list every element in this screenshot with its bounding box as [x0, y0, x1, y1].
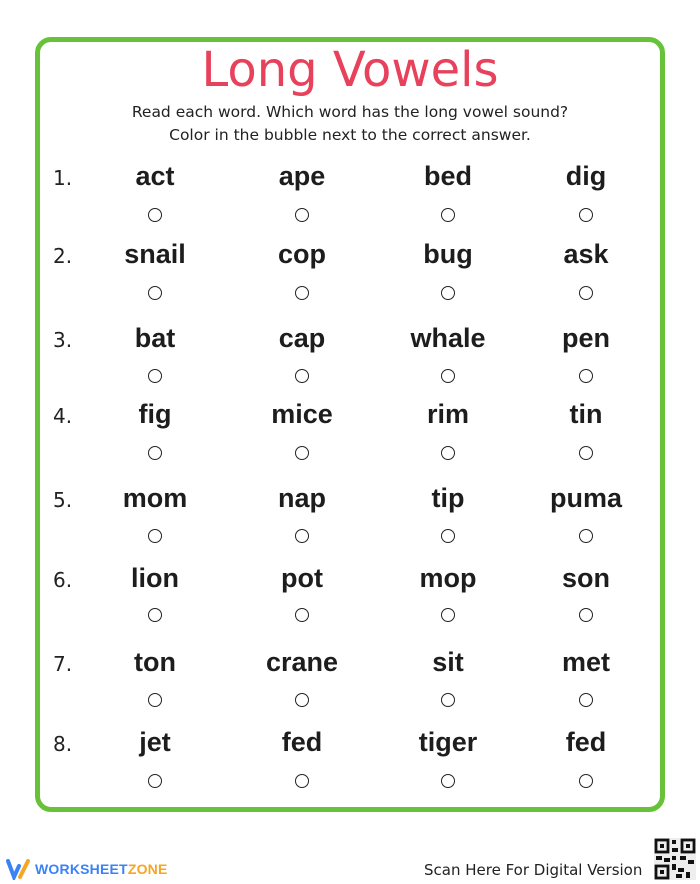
answer-bubble[interactable]	[148, 774, 162, 788]
answer-bubble[interactable]	[579, 529, 593, 543]
answer-word: fig	[138, 399, 172, 429]
brand-name-part2: ZONE	[127, 861, 168, 877]
question-number: 7.	[53, 652, 73, 676]
answer-word: bed	[423, 161, 472, 191]
answer-word: mice	[271, 399, 333, 429]
logo-icon	[6, 858, 32, 880]
answer-word: jet	[139, 727, 171, 757]
answer-bubble[interactable]	[579, 446, 593, 460]
question-number: 6.	[53, 568, 73, 592]
answer-word: nap	[277, 483, 326, 513]
answer-bubble[interactable]	[295, 608, 309, 622]
answer-word: cap	[278, 323, 326, 353]
answer-word: ask	[563, 239, 609, 269]
answer-bubble[interactable]	[579, 774, 593, 788]
answer-word: snail	[124, 239, 186, 269]
answer-bubble[interactable]	[148, 693, 162, 707]
worksheetzone-logo[interactable]	[6, 858, 168, 880]
answer-word: whale	[410, 323, 486, 353]
answer-bubble[interactable]	[579, 369, 593, 383]
answer-word: mom	[122, 483, 188, 513]
answer-bubble[interactable]	[441, 774, 455, 788]
question-number: 2.	[53, 244, 73, 268]
answer-bubble[interactable]	[579, 608, 593, 622]
answer-word: crane	[265, 647, 339, 677]
answer-bubble[interactable]	[148, 529, 162, 543]
answer-bubble[interactable]	[441, 208, 455, 222]
instruction-line-2: Color in the bubble next to the correct answer.	[169, 126, 531, 144]
answer-bubble[interactable]	[441, 286, 455, 300]
answer-bubble[interactable]	[579, 286, 593, 300]
answer-bubble[interactable]	[579, 208, 593, 222]
answer-bubble[interactable]	[441, 693, 455, 707]
answer-bubble[interactable]	[148, 286, 162, 300]
answer-word: fed	[565, 727, 607, 757]
answer-bubble[interactable]	[148, 208, 162, 222]
answer-bubble[interactable]	[295, 286, 309, 300]
answer-bubble[interactable]	[295, 529, 309, 543]
qr-code-icon[interactable]	[654, 838, 696, 880]
answer-bubble[interactable]	[441, 446, 455, 460]
answer-word: son	[561, 563, 610, 593]
answer-word: rim	[426, 399, 470, 429]
question-number: 1.	[53, 166, 73, 190]
answer-word: tiger	[418, 727, 478, 757]
scan-text: Scan Here For Digital Version	[424, 861, 643, 879]
answer-bubble[interactable]	[295, 446, 309, 460]
answer-word: tin	[569, 399, 603, 429]
answer-bubble[interactable]	[295, 774, 309, 788]
question-number: 4.	[53, 404, 73, 428]
answer-bubble[interactable]	[295, 369, 309, 383]
answer-word: dig	[565, 161, 607, 191]
answer-bubble[interactable]	[441, 608, 455, 622]
answer-bubble[interactable]	[148, 608, 162, 622]
instruction-line-1: Read each word. Which word has the long vowel sound?	[131, 103, 569, 121]
answer-word: pot	[281, 563, 323, 593]
answer-word: act	[135, 161, 175, 191]
answer-word: puma	[549, 483, 622, 513]
answer-bubble[interactable]	[441, 369, 455, 383]
answer-bubble[interactable]	[441, 529, 455, 543]
answer-word: lion	[131, 563, 179, 593]
answer-word: pen	[561, 323, 610, 353]
answer-word: ape	[278, 161, 326, 191]
question-number: 5.	[53, 488, 73, 512]
answer-word: fed	[281, 727, 323, 757]
answer-bubble[interactable]	[295, 693, 309, 707]
answer-word: met	[561, 647, 610, 677]
answer-bubble[interactable]	[148, 369, 162, 383]
answer-bubble[interactable]	[148, 446, 162, 460]
answer-word: mop	[419, 563, 477, 593]
answer-word: bat	[134, 323, 176, 353]
page-title: Long Vowels	[201, 42, 499, 98]
answer-word: tip	[431, 483, 465, 513]
answer-word: ton	[134, 647, 176, 677]
brand-name-part1: WORKSHEET	[35, 861, 128, 877]
question-number: 8.	[53, 732, 73, 756]
answer-word: bug	[423, 239, 473, 269]
answer-bubble[interactable]	[295, 208, 309, 222]
answer-word: sit	[432, 647, 464, 677]
answer-bubble[interactable]	[579, 693, 593, 707]
answer-word: cop	[277, 239, 326, 269]
question-number: 3.	[53, 328, 73, 352]
